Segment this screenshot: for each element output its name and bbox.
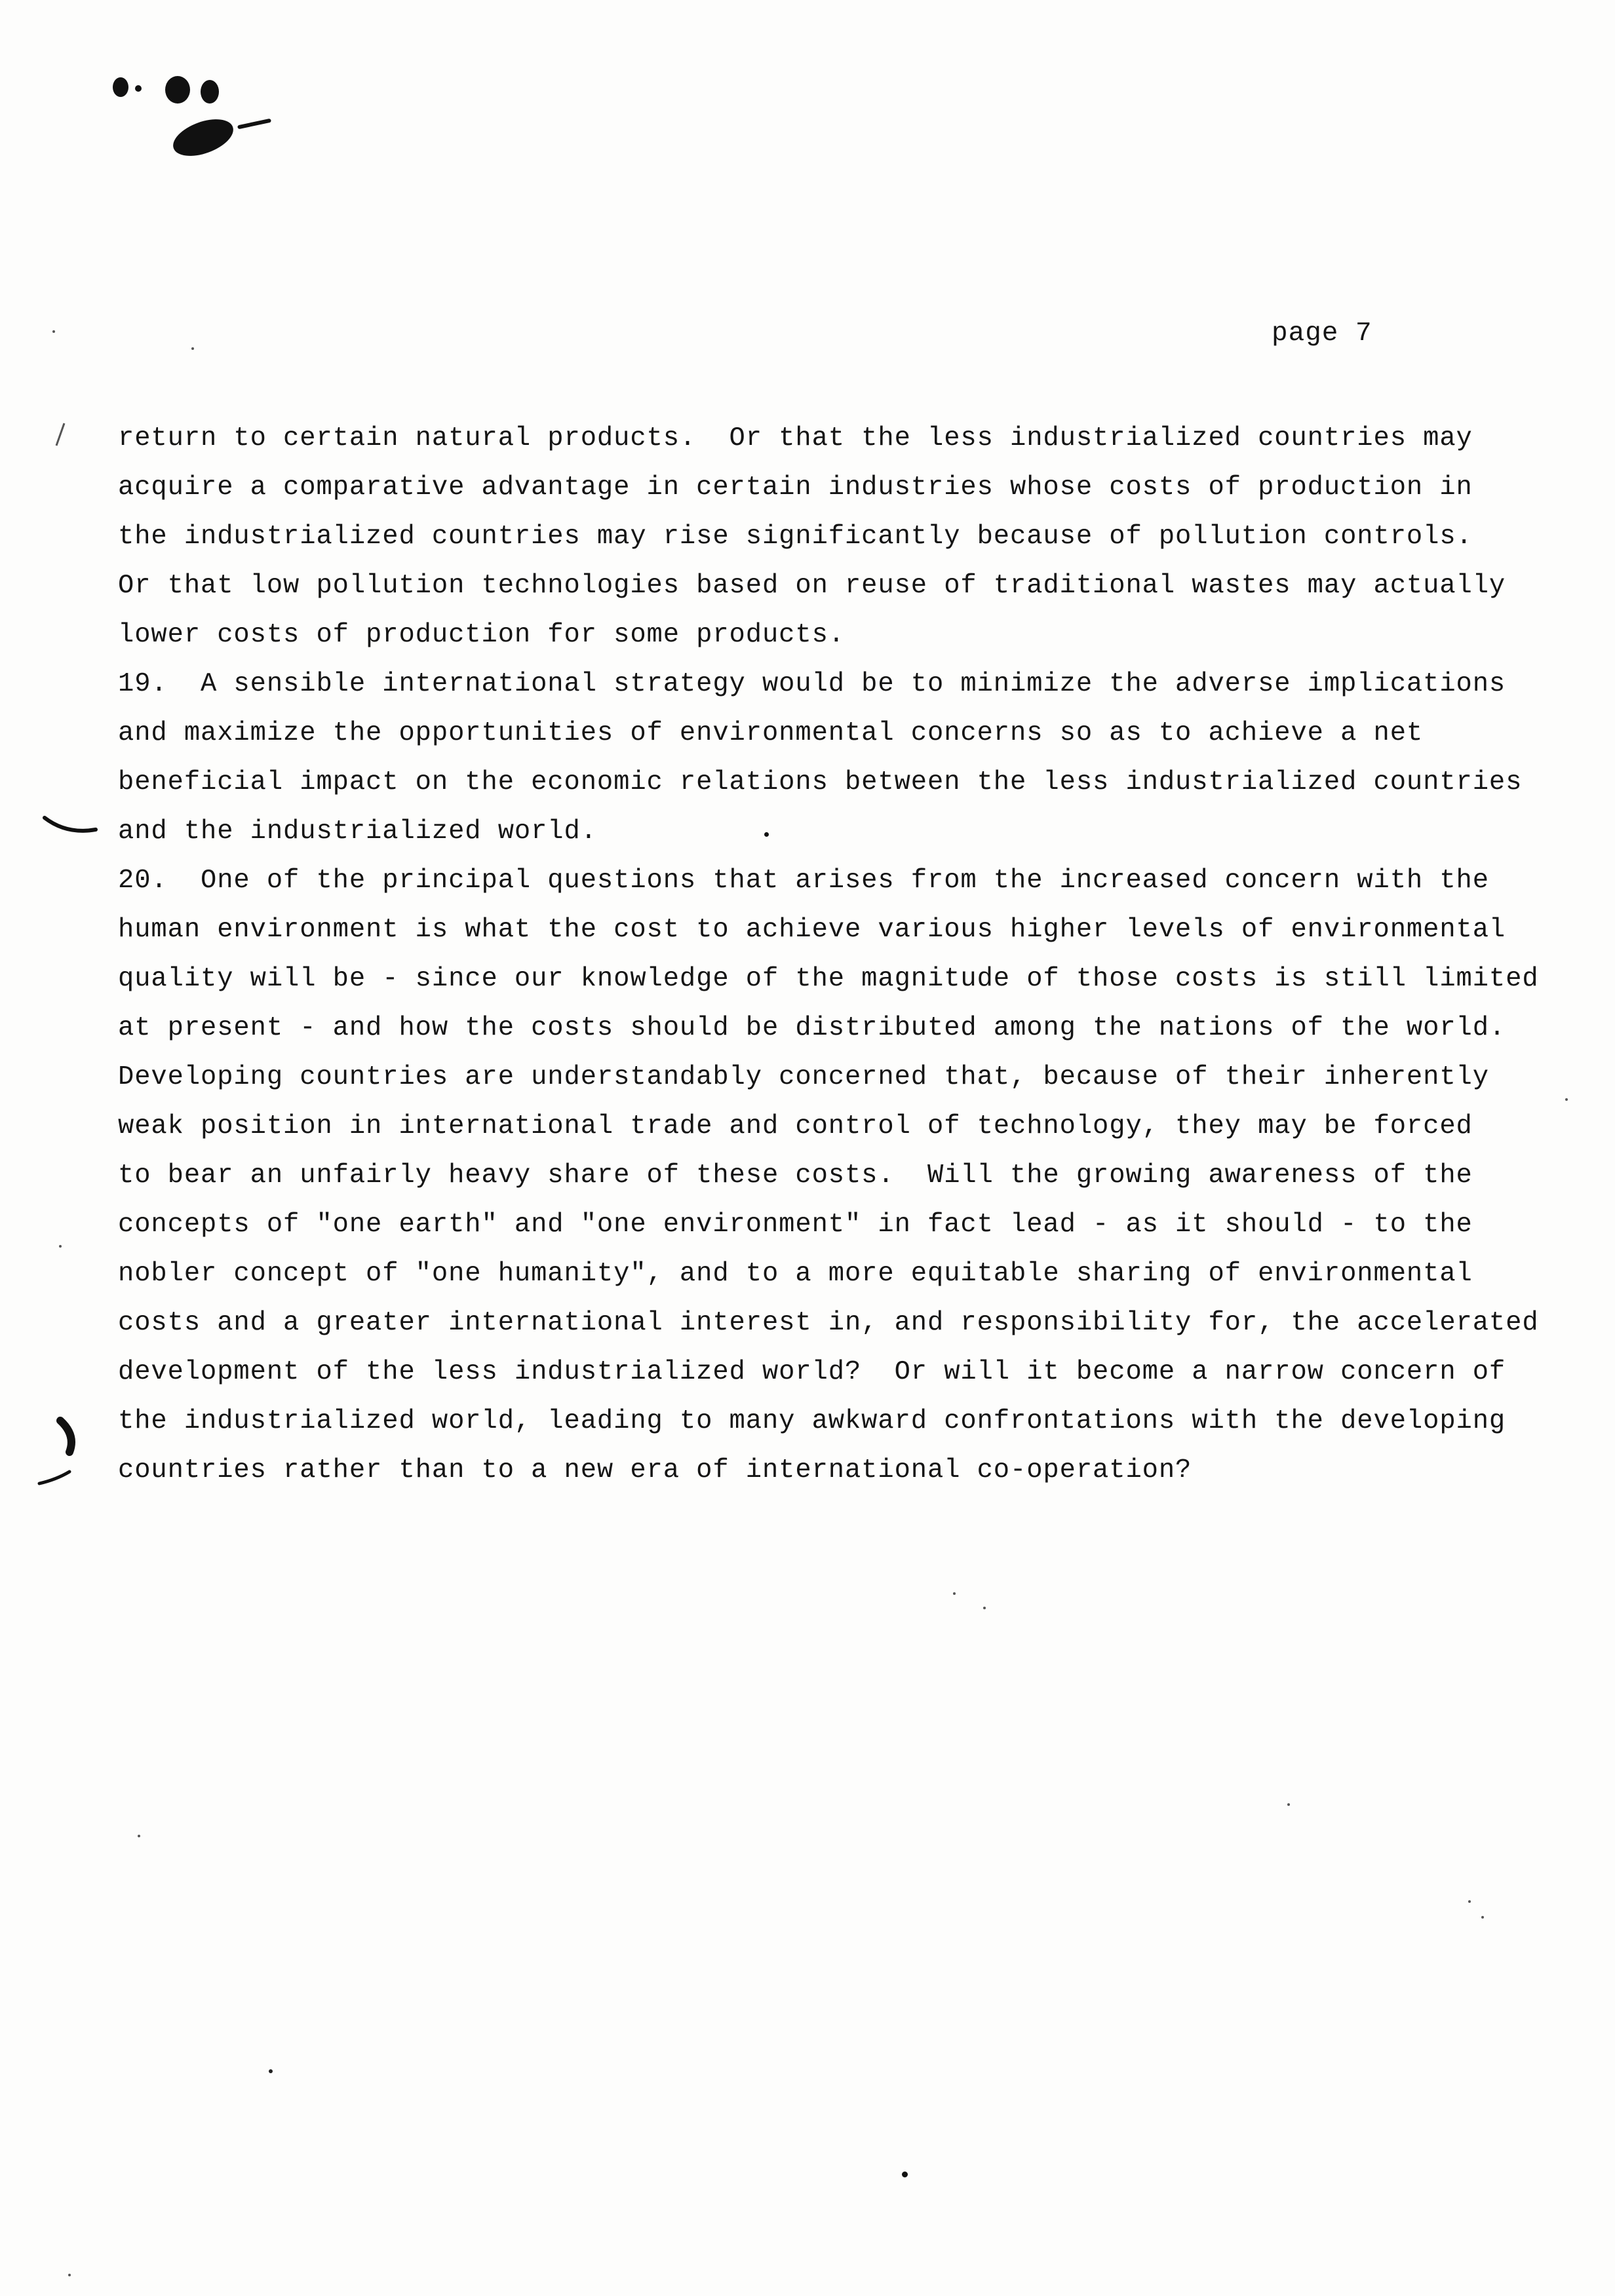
speck (953, 1592, 956, 1595)
margin-mark (50, 419, 69, 452)
ink-blot (135, 85, 142, 92)
ink-blot (201, 80, 219, 104)
text-line: acquire a comparative advantage in certain industries whose costs of production in (118, 472, 1473, 503)
margin-mark (30, 1415, 89, 1494)
speck (983, 1607, 986, 1609)
text-line: Or that low pollution technologies based on reuse of traditional wastes may actually (118, 571, 1506, 601)
ink-blot (237, 119, 271, 130)
text-line: costs and a greater international interest in, and responsibility for, the accelerated (118, 1308, 1539, 1338)
text-line: weak position in international trade and control of technology, they may be forced (118, 1111, 1473, 1141)
ink-blot (168, 112, 239, 163)
speck (52, 330, 55, 333)
text-line: and the industrialized world. (118, 816, 597, 847)
page-number: page 7 (1272, 318, 1372, 349)
text-line: beneficial impact on the economic relations between the less industrialized countries (118, 767, 1523, 797)
text-line: quality will be - since our knowledge of the magnitude of those costs is still limited (118, 964, 1539, 994)
margin-mark (41, 813, 100, 839)
text-line: Developing countries are understandably concerned that, because of their inherently (118, 1062, 1489, 1092)
text-line: human environment is what the cost to achieve various higher levels of environmental (118, 915, 1506, 945)
speck (269, 2069, 273, 2073)
speck (902, 2172, 908, 2177)
text-line: lower costs of production for some products. (118, 620, 845, 650)
text-line: development of the less industrialized world? Or will it become a narrow concern of (118, 1357, 1506, 1387)
speck (1287, 1803, 1290, 1806)
text-line: the industrialized world, leading to many awkward confrontations with the developing (118, 1406, 1506, 1436)
speck (138, 1835, 140, 1837)
speck (59, 1245, 62, 1248)
ink-blot (113, 77, 128, 97)
speck (68, 2274, 71, 2276)
ink-blot (165, 76, 190, 104)
speck (1468, 1900, 1471, 1903)
text-line: return to certain natural products. Or that the less industrialized countries may (118, 423, 1473, 453)
text-line: the industrialized countries may rise significantly because of pollution controls. (118, 522, 1473, 552)
text-line: concepts of "one earth" and "one environment" in fact lead - as it should - to the (118, 1210, 1473, 1240)
paragraph-20-start: 20. One of the principal questions that arises from the increased concern with the (118, 866, 1489, 896)
paragraph-19-start: 19. A sensible international strategy would be to minimize the adverse implications (118, 669, 1506, 699)
speck (191, 347, 194, 350)
text-line: countries rather than to a new era of international co-operation? (118, 1455, 1192, 1485)
body-text (118, 414, 1539, 1495)
text-line: and maximize the opportunities of environmental concerns so as to achieve a net (118, 718, 1424, 748)
speck (1481, 1916, 1484, 1919)
text-line: to bear an unfairly heavy share of these costs. Will the growing awareness of the (118, 1160, 1473, 1191)
text-line: nobler concept of "one humanity", and to a more equitable sharing of environmental (118, 1259, 1473, 1289)
speck (1565, 1098, 1568, 1101)
text-line: at present - and how the costs should be distributed among the nations of the world. (118, 1013, 1506, 1043)
